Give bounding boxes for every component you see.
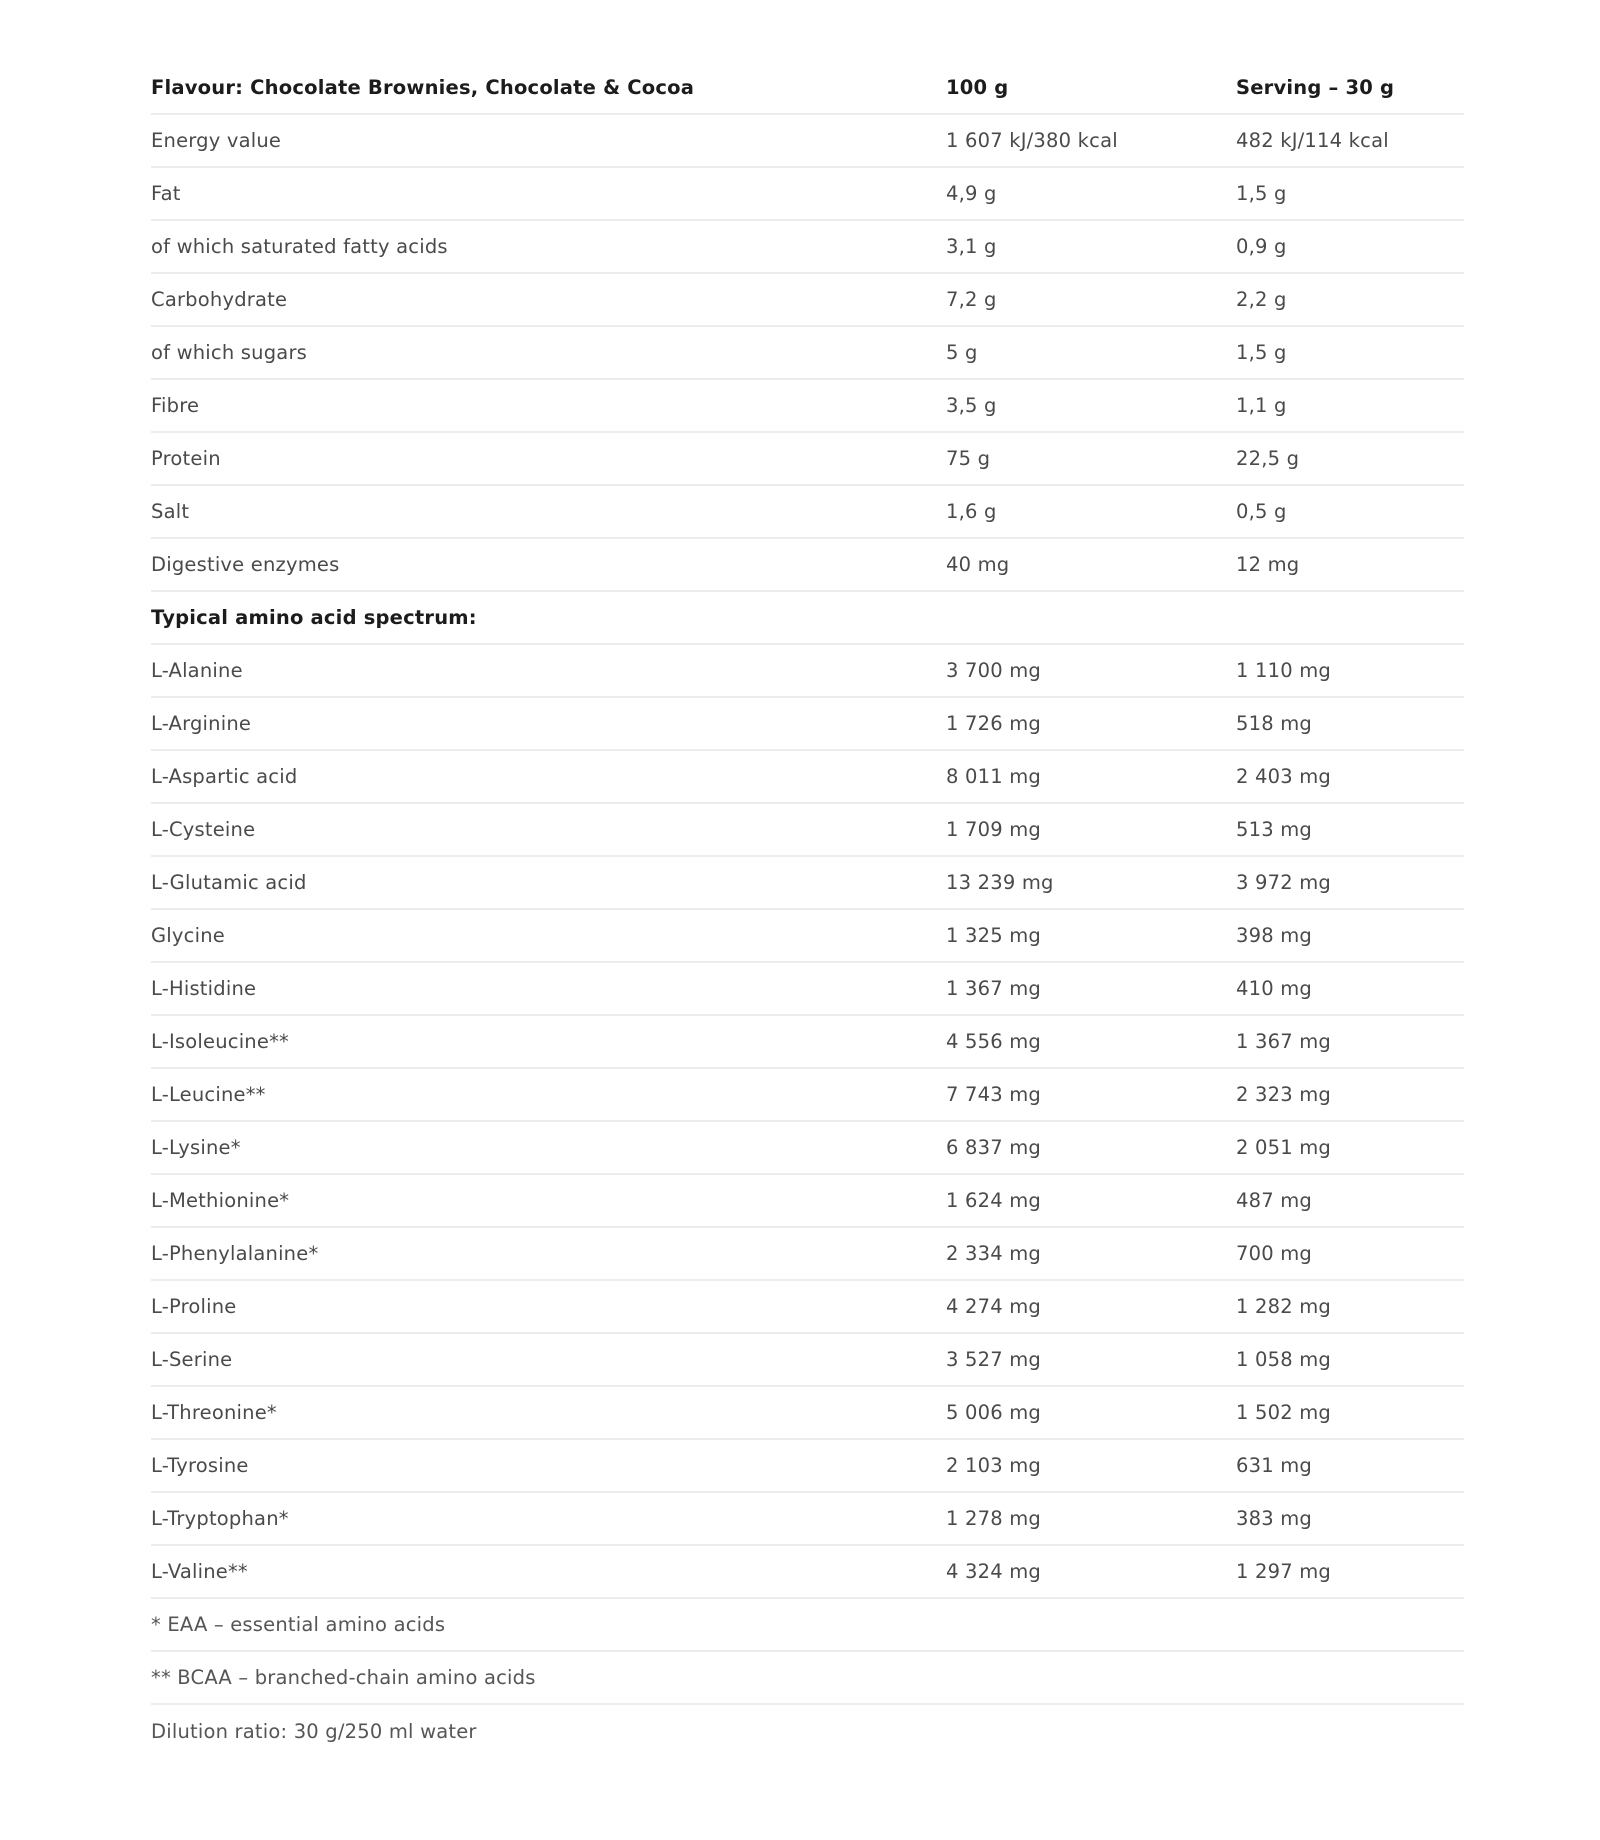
amino-acid-row xyxy=(151,804,1464,857)
value-per-100g: 1 607 kJ/380 kcal xyxy=(946,129,1118,152)
row-label: L-Proline xyxy=(151,1295,237,1318)
value-per-100g: 3 527 mg xyxy=(946,1348,1041,1371)
value-per-100g: 1 726 mg xyxy=(946,712,1041,735)
nutrient-row xyxy=(151,274,1464,327)
amino-acid-row xyxy=(151,1281,1464,1334)
row-label: Fibre xyxy=(151,394,200,417)
value-per-100g: 1 367 mg xyxy=(946,977,1041,1000)
column-header-serving: Serving – 30 g xyxy=(1236,76,1395,99)
value-per-serving: 12 mg xyxy=(1236,553,1300,576)
row-label: Salt xyxy=(151,500,190,523)
row-label: L-Phenylalanine* xyxy=(151,1242,319,1265)
nutrient-row xyxy=(151,115,1464,168)
value-per-serving: 1 058 mg xyxy=(1236,1348,1331,1371)
row-label: L-Tryptophan* xyxy=(151,1507,289,1530)
amino-acid-row xyxy=(151,1546,1464,1599)
value-per-100g: 4 324 mg xyxy=(946,1560,1041,1583)
amino-section-title: Typical amino acid spectrum: xyxy=(151,606,477,629)
value-per-serving: 0,5 g xyxy=(1236,500,1287,523)
footnote-row xyxy=(151,1599,1464,1652)
value-per-serving: 1 367 mg xyxy=(1236,1030,1331,1053)
row-label: Carbohydrate xyxy=(151,288,288,311)
row-label: L-Isoleucine** xyxy=(151,1030,289,1053)
value-per-serving: 410 mg xyxy=(1236,977,1312,1000)
value-per-serving: 22,5 g xyxy=(1236,447,1300,470)
row-label: L-Tyrosine xyxy=(151,1454,249,1477)
value-per-100g: 13 239 mg xyxy=(946,871,1054,894)
value-per-100g: 3 700 mg xyxy=(946,659,1041,682)
row-label: of which sugars xyxy=(151,341,308,364)
nutrient-row xyxy=(151,327,1464,380)
amino-acid-row xyxy=(151,857,1464,910)
value-per-serving: 700 mg xyxy=(1236,1242,1312,1265)
amino-acid-row xyxy=(151,751,1464,804)
row-label: L-Arginine xyxy=(151,712,252,735)
amino-acid-row xyxy=(151,1440,1464,1493)
value-per-100g: 5 006 mg xyxy=(946,1401,1041,1424)
value-per-100g: 1 278 mg xyxy=(946,1507,1041,1530)
row-label: L-Threonine* xyxy=(151,1401,277,1424)
nutrient-row xyxy=(151,380,1464,433)
value-per-serving: 2,2 g xyxy=(1236,288,1287,311)
value-per-100g: 1 624 mg xyxy=(946,1189,1041,1212)
nutrient-row xyxy=(151,433,1464,486)
footnote-text: Dilution ratio: 30 g/250 ml water xyxy=(151,1720,477,1743)
amino-acid-row xyxy=(151,1387,1464,1440)
value-per-100g: 2 334 mg xyxy=(946,1242,1041,1265)
row-label: of which saturated fatty acids xyxy=(151,235,448,258)
value-per-serving: 513 mg xyxy=(1236,818,1312,841)
value-per-100g: 5 g xyxy=(946,341,978,364)
nutrient-rows xyxy=(151,115,1464,592)
value-per-serving: 1,1 g xyxy=(1236,394,1287,417)
value-per-100g: 2 103 mg xyxy=(946,1454,1041,1477)
value-per-100g: 4 274 mg xyxy=(946,1295,1041,1318)
footnote-rows xyxy=(151,1599,1464,1758)
value-per-100g: 7,2 g xyxy=(946,288,997,311)
value-per-serving: 383 mg xyxy=(1236,1507,1312,1530)
row-label: L-Leucine** xyxy=(151,1083,266,1106)
value-per-serving: 487 mg xyxy=(1236,1189,1312,1212)
value-per-100g: 6 837 mg xyxy=(946,1136,1041,1159)
value-per-100g: 7 743 mg xyxy=(946,1083,1041,1106)
footnote-row xyxy=(151,1705,1464,1758)
row-label: L-Valine** xyxy=(151,1560,248,1583)
nutrient-row xyxy=(151,486,1464,539)
value-per-serving: 1 282 mg xyxy=(1236,1295,1331,1318)
footnote-text: ** BCAA – branched-chain amino acids xyxy=(151,1666,536,1689)
value-per-serving: 0,9 g xyxy=(1236,235,1287,258)
amino-acid-row xyxy=(151,1069,1464,1122)
value-per-100g: 75 g xyxy=(946,447,991,470)
value-per-100g: 40 mg xyxy=(946,553,1010,576)
row-label: L-Histidine xyxy=(151,977,257,1000)
row-label: L-Methionine* xyxy=(151,1189,290,1212)
amino-acid-row xyxy=(151,1016,1464,1069)
value-per-serving: 1 297 mg xyxy=(1236,1560,1331,1583)
footnote-row xyxy=(151,1652,1464,1705)
nutrition-table xyxy=(151,62,1464,1758)
value-per-serving: 2 403 mg xyxy=(1236,765,1331,788)
value-per-serving: 3 972 mg xyxy=(1236,871,1331,894)
value-per-100g: 3,5 g xyxy=(946,394,997,417)
row-label: Digestive enzymes xyxy=(151,553,340,576)
nutrient-row xyxy=(151,168,1464,221)
column-header-100g: 100 g xyxy=(946,76,1009,99)
value-per-serving: 1,5 g xyxy=(1236,341,1287,364)
value-per-serving: 2 323 mg xyxy=(1236,1083,1331,1106)
row-label: Glycine xyxy=(151,924,225,947)
value-per-100g: 4 556 mg xyxy=(946,1030,1041,1053)
amino-acid-row xyxy=(151,963,1464,1016)
amino-acid-row xyxy=(151,1175,1464,1228)
flavour-label: Flavour: Chocolate Brownies, Chocolate & Cocoa xyxy=(151,76,695,99)
value-per-100g: 3,1 g xyxy=(946,235,997,258)
value-per-100g: 1,6 g xyxy=(946,500,997,523)
row-label: L-Glutamic acid xyxy=(151,871,307,894)
amino-acid-row xyxy=(151,698,1464,751)
value-per-100g: 1 709 mg xyxy=(946,818,1041,841)
row-label: Fat xyxy=(151,182,181,205)
amino-section-heading-row xyxy=(151,592,1464,645)
nutrient-row xyxy=(151,221,1464,274)
row-label: L-Cysteine xyxy=(151,818,256,841)
value-per-serving: 518 mg xyxy=(1236,712,1312,735)
amino-acid-row xyxy=(151,1334,1464,1387)
value-per-100g: 4,9 g xyxy=(946,182,997,205)
amino-acid-row xyxy=(151,645,1464,698)
footnote-text: * EAA – essential amino acids xyxy=(151,1613,446,1636)
value-per-100g: 1 325 mg xyxy=(946,924,1041,947)
value-per-serving: 1 110 mg xyxy=(1236,659,1331,682)
row-label: Protein xyxy=(151,447,221,470)
amino-acid-row xyxy=(151,1493,1464,1546)
row-label: L-Serine xyxy=(151,1348,233,1371)
value-per-serving: 1 502 mg xyxy=(1236,1401,1331,1424)
nutrient-row xyxy=(151,539,1464,592)
value-per-serving: 631 mg xyxy=(1236,1454,1312,1477)
row-label: L-Aspartic acid xyxy=(151,765,298,788)
value-per-serving: 398 mg xyxy=(1236,924,1312,947)
amino-acid-row xyxy=(151,910,1464,963)
value-per-serving: 2 051 mg xyxy=(1236,1136,1331,1159)
table-header-row xyxy=(151,62,1464,115)
value-per-100g: 8 011 mg xyxy=(946,765,1041,788)
amino-acid-rows xyxy=(151,645,1464,1599)
value-per-serving: 1,5 g xyxy=(1236,182,1287,205)
row-label: L-Lysine* xyxy=(151,1136,241,1159)
amino-acid-row xyxy=(151,1122,1464,1175)
row-label: Energy value xyxy=(151,129,282,152)
amino-acid-row xyxy=(151,1228,1464,1281)
value-per-serving: 482 kJ/114 kcal xyxy=(1236,129,1389,152)
row-label: L-Alanine xyxy=(151,659,243,682)
